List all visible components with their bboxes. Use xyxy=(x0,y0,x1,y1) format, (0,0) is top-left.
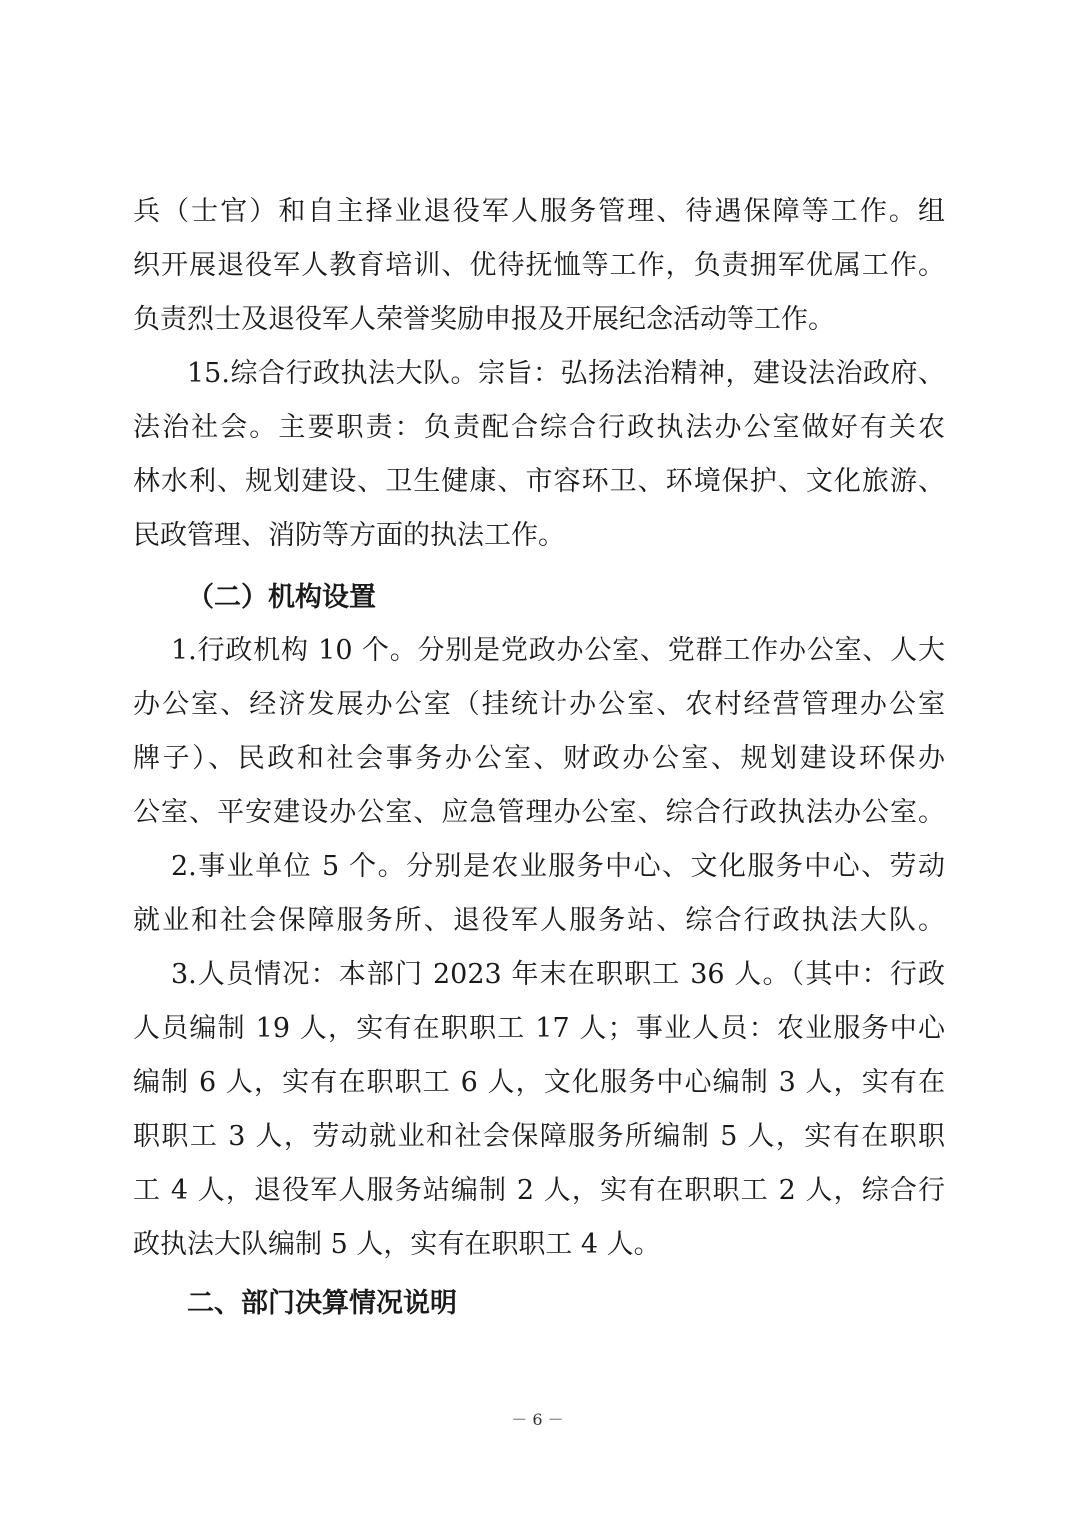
paragraph-line: 负责烈士及退役军人荣誉奖励申报及开展纪念活动等工作。 xyxy=(133,304,835,335)
paragraph-line: 办公室、经济发展办公室（挂统计办公室、农村经营管理办公室 xyxy=(133,689,945,720)
paragraph-line: 15.综合行政执法大队。宗旨：弘扬法治精神，建设法治政府、 xyxy=(187,358,945,389)
paragraph-line: 职职工 3 人，劳动就业和社会保障服务所编制 5 人，实有在职职 xyxy=(133,1121,945,1152)
paragraph-line: 法治社会。主要职责：负责配合综合行政执法办公室做好有关农 xyxy=(133,412,945,443)
paragraph-line: 3.人员情况：本部门 2023 年末在职职工 36 人。（其中：行政 xyxy=(171,959,945,990)
paragraph-line: 1.行政机构 10 个。分别是党政办公室、党群工作办公室、人大 xyxy=(171,635,945,666)
paragraph-line: 工 4 人，退役军人服务站编制 2 人，实有在职职工 2 人，综合行 xyxy=(133,1175,945,1206)
paragraph-line: 民政管理、消防等方面的执法工作。 xyxy=(133,520,565,551)
paragraph-line: 政执法大队编制 5 人，实有在职职工 4 人。 xyxy=(133,1229,661,1260)
paragraph-line: 就业和社会保障服务所、退役军人服务站、综合行政执法大队。 xyxy=(133,905,945,936)
paragraph-line: 人员编制 19 人，实有在职职工 17 人；事业人员：农业服务中心 xyxy=(133,1013,945,1044)
section-heading: （二）机构设置 xyxy=(187,582,376,613)
paragraph-line: 林水利、规划建设、卫生健康、市容环卫、环境保护、文化旅游、 xyxy=(133,466,945,497)
paragraph-line: 编制 6 人，实有在职职工 6 人，文化服务中心编制 3 人，实有在 xyxy=(133,1067,945,1098)
paragraph-line: 牌子）、民政和社会事务办公室、财政办公室、规划建设环保办 xyxy=(133,743,945,774)
paragraph-line: 2.事业单位 5 个。分别是农业服务中心、文化服务中心、劳动 xyxy=(171,851,945,882)
page-number: － 6 － xyxy=(511,1410,564,1429)
chapter-heading: 二、部门决算情况说明 xyxy=(187,1288,457,1319)
paragraph-line: 兵（士官）和自主择业退役军人服务管理、待遇保障等工作。组 xyxy=(133,196,945,227)
paragraph-line: 公室、平安建设办公室、应急管理办公室、综合行政执法办公室。 xyxy=(133,797,945,828)
paragraph-line: 织开展退役军人教育培训、优待抚恤等工作，负责拥军优属工作。 xyxy=(133,250,945,281)
